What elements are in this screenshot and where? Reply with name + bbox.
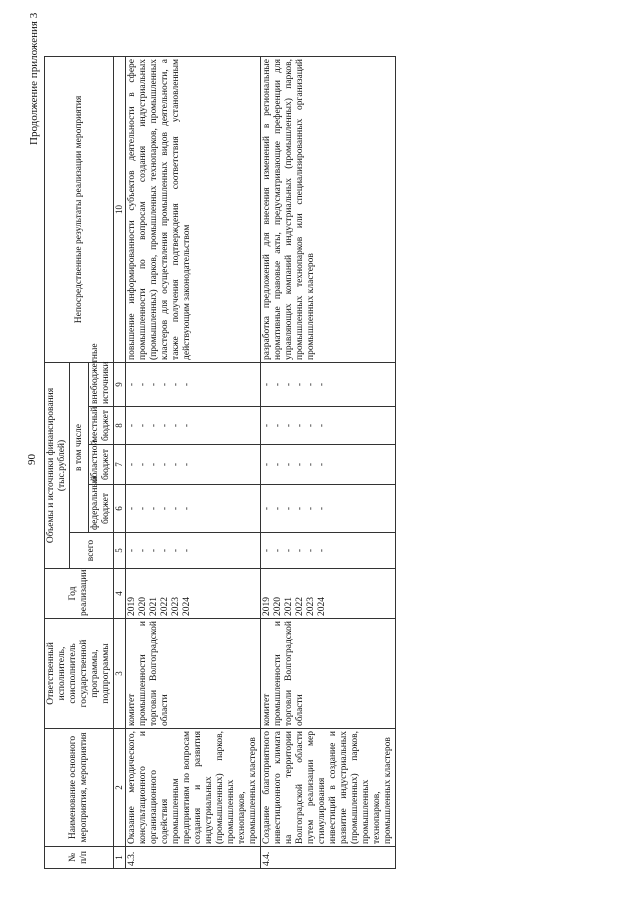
dash-value: - <box>182 423 192 428</box>
year-value: 2019 <box>262 597 272 616</box>
dash-value: - <box>284 382 294 387</box>
row-years <box>126 569 261 619</box>
appendix-note: Продолжение приложения 3 <box>28 12 40 145</box>
col-number: 1 <box>114 847 126 869</box>
dash-value: - <box>127 548 137 553</box>
row-number: 4.4. <box>261 847 396 869</box>
funding-extra <box>261 362 396 406</box>
program-table <box>44 56 396 869</box>
row-years <box>261 569 396 619</box>
table-row <box>261 56 396 868</box>
year-value: 2022 <box>160 597 170 616</box>
col-number: 8 <box>114 407 126 445</box>
dash-value: - <box>317 423 327 428</box>
row-name: Создание благоприятного инвестиционного климата на территории Волгоградской области путем реализации мер стимулирования инвестиций в создание и развитие индустриальных (промышленных) парков, промышленных технопарков, промышленных кластеров <box>261 729 396 847</box>
col-number: 9 <box>114 362 126 406</box>
col-number: 3 <box>114 619 126 729</box>
header-local: местный бюджет <box>89 407 114 445</box>
dash-value: - <box>160 506 170 511</box>
table-row <box>126 56 261 868</box>
year-value: 2022 <box>295 597 305 616</box>
col-number: 5 <box>114 533 126 569</box>
row-result: разработка предложений для внесения изменений в региональные нормативные правовые акты, предусматривающие преференции для управляющих компаний индустриальных (промышленных) парков, промышленных технопарков или специализированных организаций промышленных кластеров <box>261 56 396 362</box>
dash-value: - <box>171 423 181 428</box>
header-total: всего <box>70 533 114 569</box>
year-value: 2020 <box>273 597 283 616</box>
header-incl: в том числе <box>70 362 89 532</box>
header-name: Наименование основного мероприятия, мероприятия <box>45 729 114 847</box>
dash-value: - <box>182 506 192 511</box>
dash-value: - <box>262 382 272 387</box>
dash-value: - <box>149 382 159 387</box>
year-value: 2024 <box>182 597 192 616</box>
year-value: 2023 <box>306 597 316 616</box>
page-number: 90 <box>26 454 38 465</box>
funding-regional <box>126 445 261 485</box>
dash-value: - <box>273 506 283 511</box>
year-value: 2024 <box>317 597 327 616</box>
dash-value: - <box>306 423 316 428</box>
col-number: 2 <box>114 729 126 847</box>
row-executor: комитет промышленности и торговли Волгоградской области <box>126 619 261 729</box>
dash-value: - <box>171 382 181 387</box>
dash-value: - <box>284 423 294 428</box>
year-value: 2020 <box>138 597 148 616</box>
row-executor: комитет промышленности и торговли Волгоградской области <box>261 619 396 729</box>
dash-value: - <box>138 423 148 428</box>
funding-total <box>126 533 261 569</box>
row-name: Оказание методического, консультационного и организационного содействия промышленным предприятиям по вопросам создания и развития индустриальных (промышленных) парков, промышленных технопарков, промышленных кластеров <box>126 729 261 847</box>
dash-value: - <box>273 462 283 467</box>
dash-value: - <box>306 506 316 511</box>
header-regional: областной бюджет <box>89 445 114 485</box>
year-value: 2021 <box>149 597 159 616</box>
dash-value: - <box>306 548 316 553</box>
dash-value: - <box>149 506 159 511</box>
row-number: 4.3. <box>126 847 261 869</box>
funding-federal <box>126 485 261 533</box>
dash-value: - <box>138 382 148 387</box>
dash-value: - <box>138 506 148 511</box>
dash-value: - <box>171 548 181 553</box>
dash-value: - <box>160 382 170 387</box>
funding-regional <box>261 445 396 485</box>
dash-value: - <box>149 548 159 553</box>
dash-value: - <box>160 548 170 553</box>
dash-value: - <box>171 462 181 467</box>
dash-value: - <box>138 462 148 467</box>
funding-federal <box>261 485 396 533</box>
dash-value: - <box>295 506 305 511</box>
header-federal: федеральный бюджет <box>89 485 114 533</box>
dash-value: - <box>273 382 283 387</box>
col-number: 4 <box>114 569 126 619</box>
dash-value: - <box>127 382 137 387</box>
dash-value: - <box>262 423 272 428</box>
dash-value: - <box>306 462 316 467</box>
dash-value: - <box>295 382 305 387</box>
dash-value: - <box>182 548 192 553</box>
header-results: Непосредственные результаты реализации мероприятия <box>45 56 114 362</box>
dash-value: - <box>306 382 316 387</box>
dash-value: - <box>295 423 305 428</box>
header-num: № п/п <box>45 847 114 869</box>
dash-value: - <box>149 423 159 428</box>
dash-value: - <box>284 462 294 467</box>
col-number: 7 <box>114 445 126 485</box>
header-executor: Ответственный исполнитель, соисполнитель государственной программы, подпрограммы <box>45 619 114 729</box>
col-number: 10 <box>114 56 126 362</box>
dash-value: - <box>149 462 159 467</box>
header-funding: Объемы и источники финансирования (тыс.рублей) <box>45 362 70 568</box>
dash-value: - <box>317 382 327 387</box>
dash-value: - <box>160 462 170 467</box>
dash-value: - <box>317 506 327 511</box>
dash-value: - <box>284 506 294 511</box>
header-extra: внебюджетные источники <box>89 362 114 406</box>
dash-value: - <box>127 462 137 467</box>
funding-total <box>261 533 396 569</box>
dash-value: - <box>127 506 137 511</box>
dash-value: - <box>127 423 137 428</box>
year-value: 2021 <box>284 597 294 616</box>
dash-value: - <box>295 462 305 467</box>
funding-local <box>261 407 396 445</box>
header-row-1 <box>45 56 70 868</box>
dash-value: - <box>284 548 294 553</box>
dash-value: - <box>317 548 327 553</box>
row-result: повышение информированности субъектов деятельности в сфере промышленности по вопросам создания индустриальных (промышленных) парков, промышленных технопарков, промышленных кластеров для осуществления промышленных видов деятельности, а также получения подтверждения соответствия установленным действующим законодательством <box>126 56 261 362</box>
dash-value: - <box>182 462 192 467</box>
funding-local <box>126 407 261 445</box>
dash-value: - <box>182 382 192 387</box>
header-year: Год реализации <box>45 569 114 619</box>
dash-value: - <box>171 506 181 511</box>
dash-value: - <box>317 462 327 467</box>
dash-value: - <box>138 548 148 553</box>
dash-value: - <box>262 462 272 467</box>
year-value: 2023 <box>171 597 181 616</box>
col-number: 6 <box>114 485 126 533</box>
dash-value: - <box>273 548 283 553</box>
dash-value: - <box>273 423 283 428</box>
column-numbers-row <box>114 56 126 868</box>
funding-extra <box>126 362 261 406</box>
dash-value: - <box>262 506 272 511</box>
year-value: 2019 <box>127 597 137 616</box>
dash-value: - <box>295 548 305 553</box>
dash-value: - <box>262 548 272 553</box>
dash-value: - <box>160 423 170 428</box>
